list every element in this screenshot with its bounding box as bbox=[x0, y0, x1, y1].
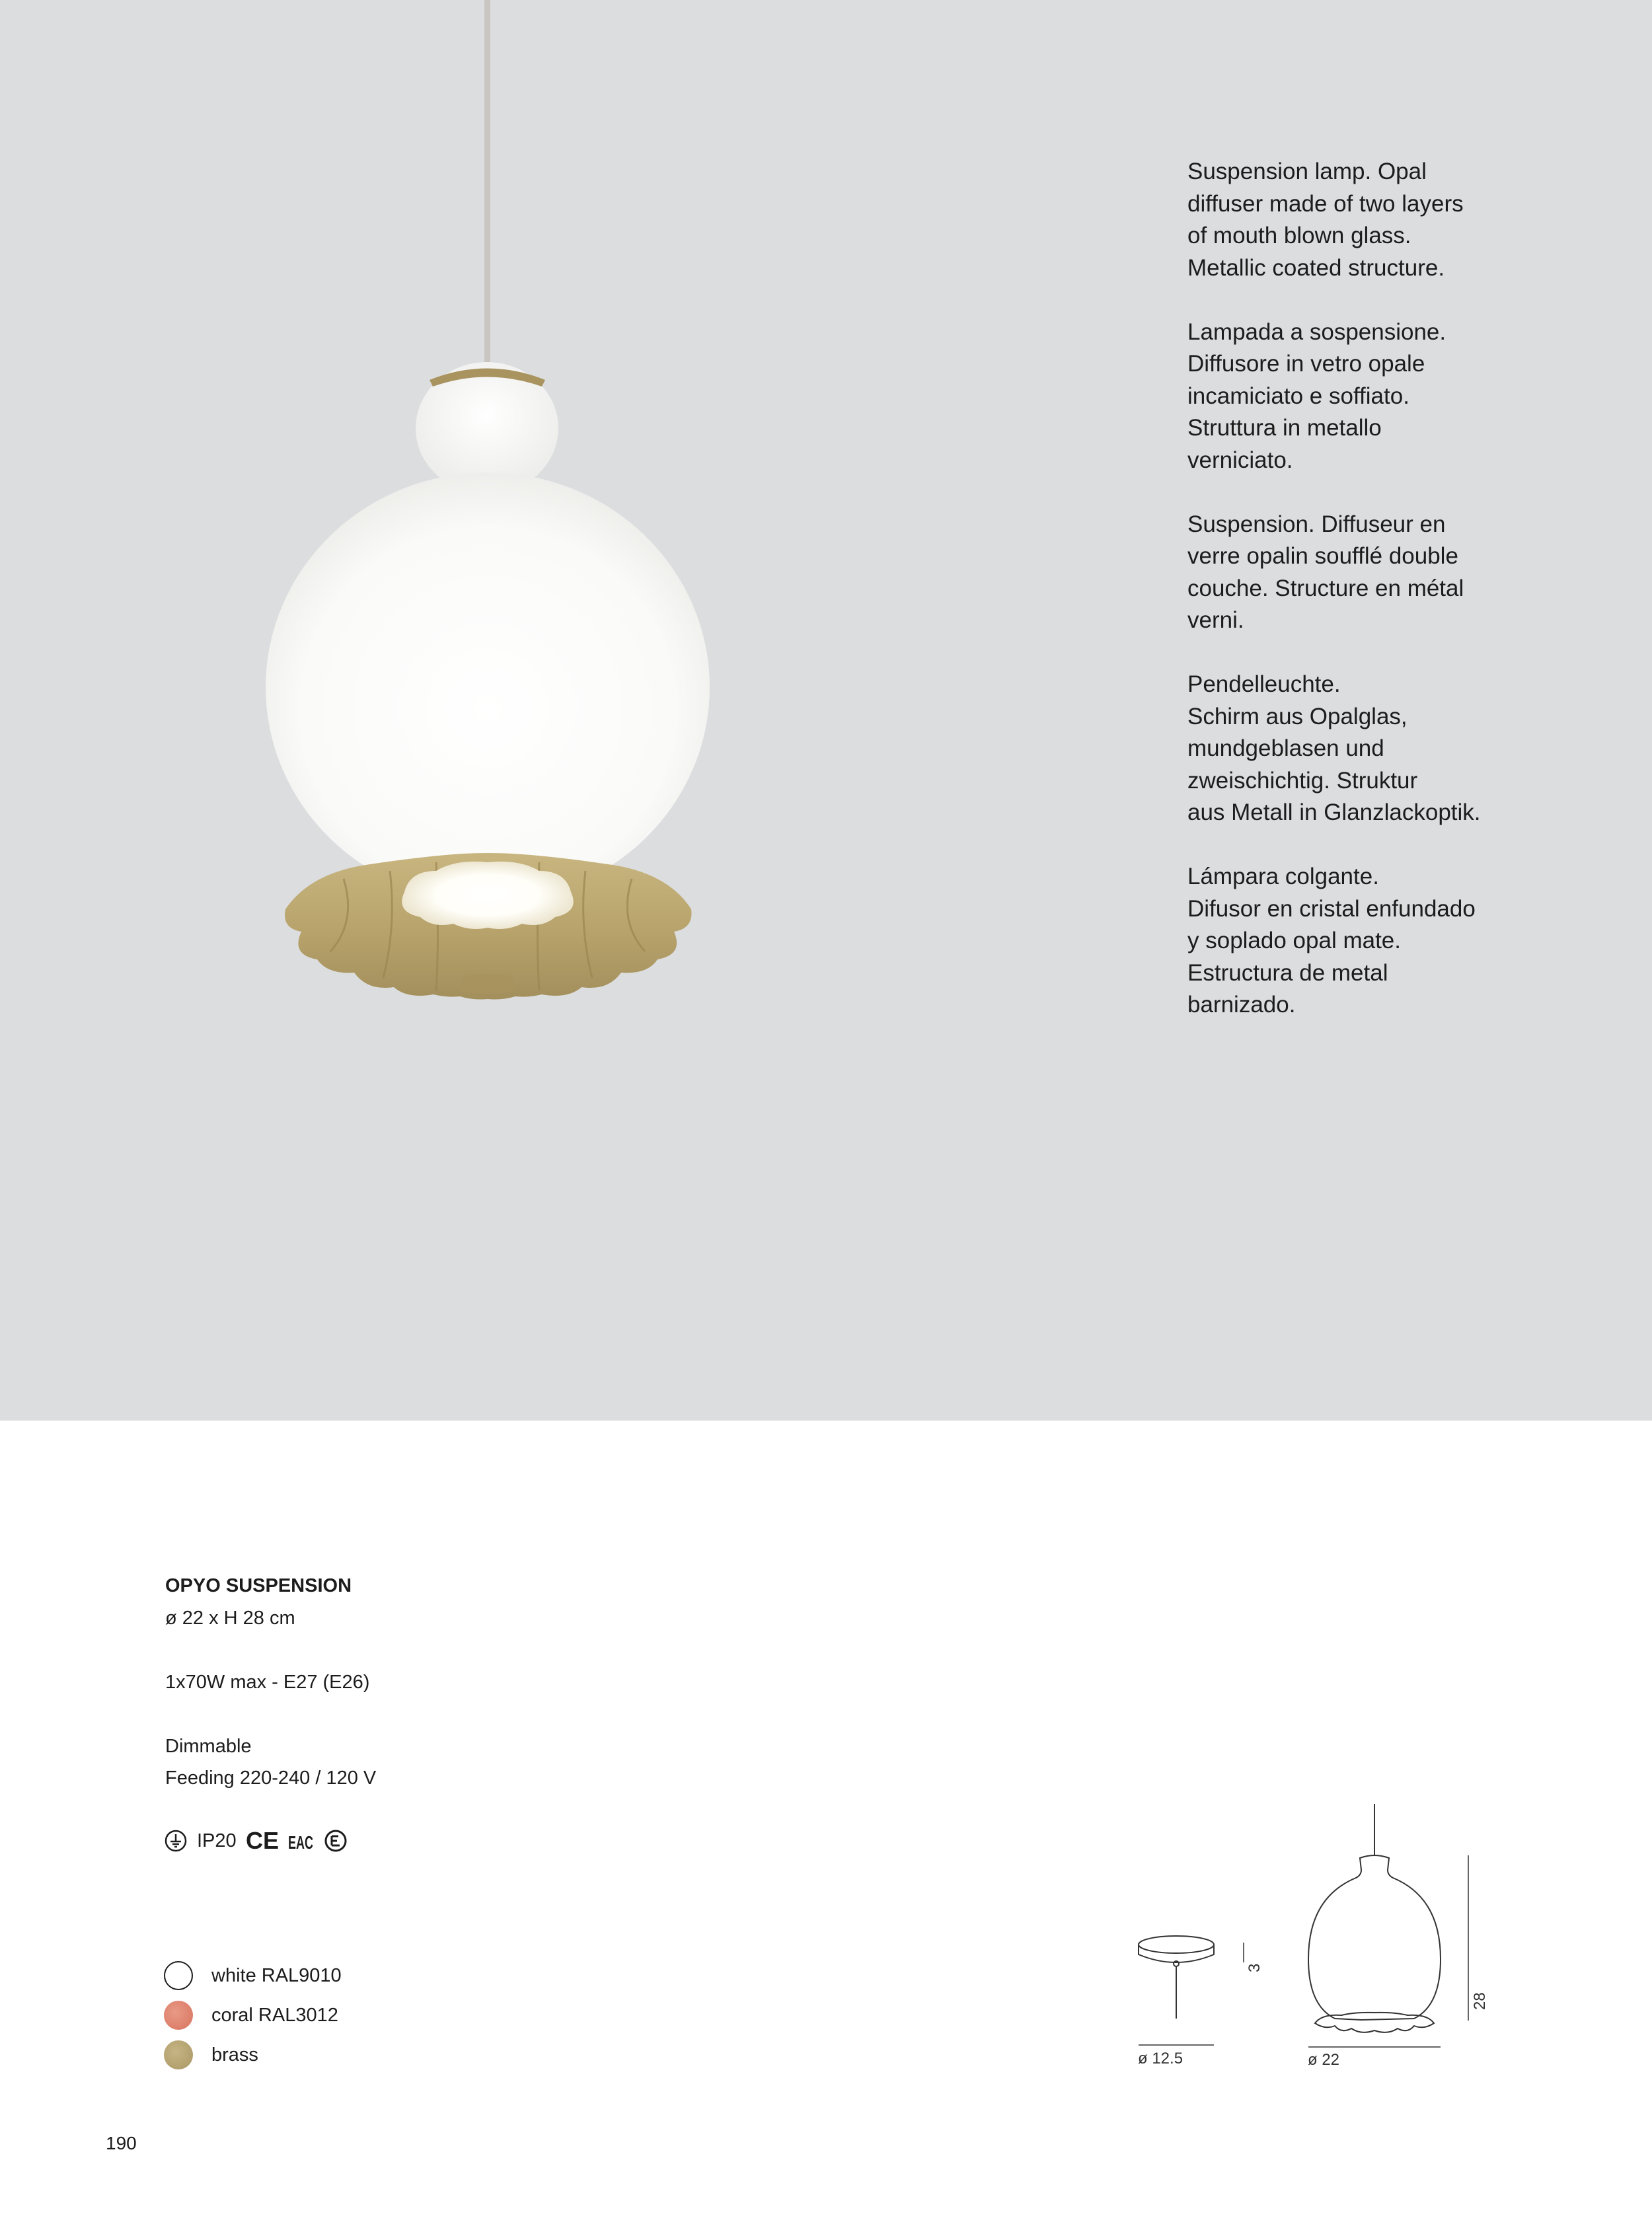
lamp-diameter-label: ø 22 bbox=[1308, 2051, 1340, 2069]
finish-label: brass bbox=[211, 2044, 258, 2065]
lamp-cable bbox=[484, 0, 490, 370]
description-spanish: Lámpara colgante. Difusor en cristal enfundado y soplado opal mate. Estructura de metal barnizado. bbox=[1187, 864, 1476, 1018]
product-specs bbox=[165, 1570, 760, 1795]
lamp-height-label: 28 bbox=[1471, 1992, 1489, 2010]
finish-white bbox=[164, 1956, 342, 1995]
svg-text:CE: CE bbox=[245, 1827, 279, 1854]
description-english: Suspension lamp. Opal diffuser made of two layers of mouth blown glass. Metallic coated structure. bbox=[1187, 159, 1464, 281]
description-french: Suspension. Diffuseur en verre opalin soufflé double couche. Structure en métal verni. bbox=[1187, 511, 1464, 633]
finish-brass bbox=[164, 2035, 342, 2075]
ce-mark-icon bbox=[246, 1829, 279, 1853]
certification-row bbox=[164, 1824, 348, 1858]
swatch-coral bbox=[164, 2001, 193, 2030]
ip-rating: IP20 bbox=[197, 1830, 237, 1851]
finish-label: coral RAL3012 bbox=[211, 2004, 338, 2026]
finish-label: white RAL9010 bbox=[211, 1964, 342, 1986]
product-title: OPYO SUSPENSION bbox=[165, 1575, 352, 1596]
lamp-glow bbox=[402, 862, 574, 929]
finish-options bbox=[164, 1956, 342, 2075]
product-dimensions: ø 22 x H 28 cm bbox=[165, 1607, 295, 1629]
canopy-diameter-label: ø 12.5 bbox=[1138, 2050, 1183, 2067]
canopy-height-label: 3 bbox=[1246, 1963, 1263, 1972]
ground-class-icon bbox=[164, 1829, 188, 1853]
lamp-glass-body bbox=[266, 472, 710, 902]
product-descriptions bbox=[1187, 156, 1558, 1053]
product-dimmable: Dimmable bbox=[165, 1735, 252, 1757]
svg-text:EAC: EAC bbox=[287, 1832, 313, 1853]
swatch-white bbox=[164, 1961, 193, 1990]
eac-mark-icon bbox=[288, 1829, 315, 1853]
page-number: 190 bbox=[106, 2133, 137, 2153]
etl-mark-icon bbox=[324, 1829, 348, 1853]
canopy-drawing bbox=[1139, 1936, 1214, 2019]
technical-drawing bbox=[1123, 1784, 1507, 2081]
lamp-outline bbox=[1308, 1804, 1441, 2032]
product-feeding: Feeding 220-240 / 120 V bbox=[165, 1767, 377, 1789]
swatch-brass bbox=[164, 2040, 193, 2069]
description-italian: Lampada a sospensione. Diffusore in vetro opale incamiciato e soffiato. Struttura in metallo verniciato. bbox=[1187, 318, 1446, 473]
description-german: Pendelleuchte. Schirm aus Opalglas, mundgeblasen und zweischichtig. Struktur aus Metall in Glanzlackoptik. bbox=[1187, 671, 1481, 825]
product-power: 1x70W max - E27 (E26) bbox=[165, 1671, 370, 1693]
finish-coral bbox=[164, 1995, 342, 2035]
